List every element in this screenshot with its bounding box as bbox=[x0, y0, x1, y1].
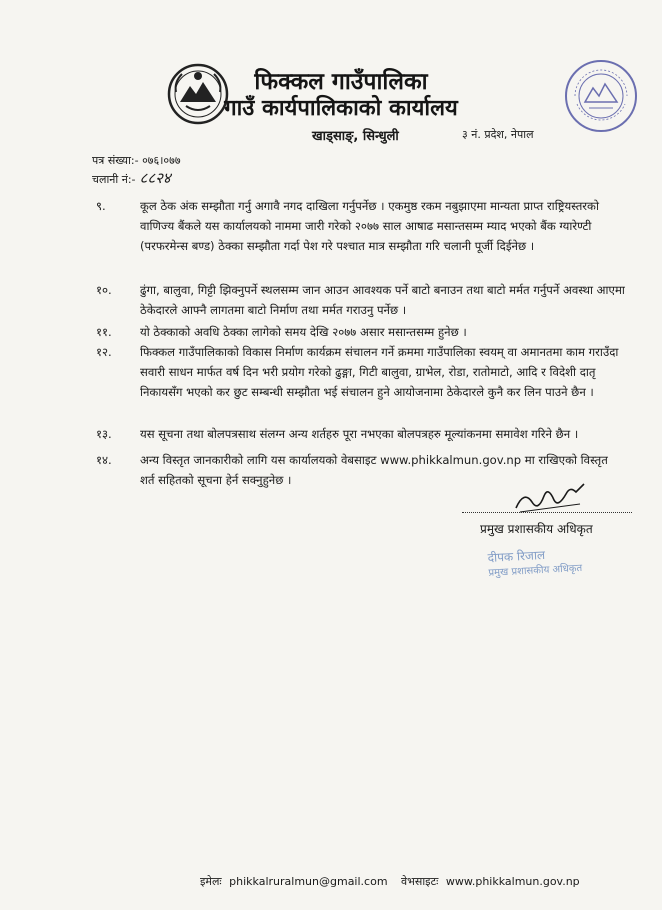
clause-number: १३. bbox=[96, 427, 112, 441]
clause-number: १४. bbox=[96, 453, 112, 467]
clause-text: अन्य विस्तृत जानकारीको लागि यस कार्यालयको वेबसाइट www.phikkalmun.gov.np मा राखिएको विस्तृत शर्त सहितको सूचना हेर्न सक्नुहुनेछ । bbox=[140, 453, 608, 487]
stamp-name: दीपक रिजाल bbox=[487, 547, 546, 565]
clause-number: ९. bbox=[96, 199, 106, 213]
footer-contact bbox=[200, 874, 584, 889]
office-name-line2: गाउँ कार्यपालिकाको कार्यालय bbox=[224, 96, 458, 121]
clause-11 bbox=[96, 322, 626, 342]
chalani-number-row bbox=[92, 168, 171, 188]
signatory-designation: प्रमुख प्रशासकीय अधिकृत bbox=[480, 522, 593, 536]
stamp-title: प्रमुख प्रशासकीय अधिकृत bbox=[488, 563, 583, 579]
email-link[interactable]: phikkalruralmun@gmail.com bbox=[229, 875, 388, 888]
clause-number: ११. bbox=[96, 325, 112, 339]
clause-text: यस सूचना तथा बोलपत्रसाथ संलग्न अन्य शर्तहरु पूरा नभएका बोलपत्रहरु मूल्यांकनमा समावेश गरिने छैन । bbox=[140, 427, 579, 441]
clause-10 bbox=[96, 280, 626, 320]
office-province: ३ नं. प्रदेश, नेपाल bbox=[462, 128, 534, 141]
clause-9 bbox=[96, 196, 626, 256]
clause-text: फिक्कल गाउँपालिकाको विकास निर्माण कार्यक्रम संचालन गर्ने क्रममा गाउँपालिका स्वयम् वा अमानतमा काम गराउँदा सवारी साधन मार्फत वर्ष दिन भरी प्रयोग गरेको ढुङ्गा, गिटी बालुवा, ग्राभेल, रोडा, रातोमाटो, आदि र विदेशी दातृ निकायसँग भएको कर छुट सम्बन्धी सम्झौता भई संचालन हुने आयोजनामा ठेकेदारले कुनै कर लिन पाउने छैन । bbox=[140, 345, 619, 399]
clause-text: यो ठेक्काको अवधि ठेक्का लागेको समय देखि २०७७ असार मसान्तसम्म हुनेछ । bbox=[140, 325, 467, 339]
clause-text: ढुंगा, बालुवा, गिट्टी झिक्नुपर्ने स्थलसम्म जान आउन आवश्यक पर्ने बाटो बनाउन तथा बाटो मर्मत गर्नुपर्ने अवस्था आएमा ठेकेदारले आफ्नै लागतमा बाटो निर्माण तथा मर्मत गराउनु पर्नेछ । bbox=[140, 283, 625, 317]
clause-number: १०. bbox=[96, 283, 112, 297]
website-link[interactable]: www.phikkalmun.gov.np bbox=[445, 875, 580, 888]
chalani-label: चलानी नं:- bbox=[92, 173, 136, 186]
clause-text: कूल ठेक अंक सम्झौता गर्नु अगावै नगद दाखिला गर्नुपर्नेछ । एकमुष्ठ रकम नबुझाएमा मान्यता प्राप्त राष्ट्रियस्तरको वाणिज्य बैंकले यस कार्यालयको नाममा जारी गरेको २०७७ साल आषाढ मसान्तसम्म म्याद भएको बैंक ग्यारेण्टी (परफरमेन्स बण्ड) ठेक्का सम्झौता गर्दा पेश गरे पश्चात मात्र सम्झौता गरि चलानी पूर्जी दिईनेछ । bbox=[140, 199, 599, 253]
municipality-seal-icon bbox=[563, 58, 639, 134]
signature-line bbox=[462, 512, 632, 513]
email-label: इमेलः bbox=[200, 875, 222, 888]
website-label: वेभसाइटः bbox=[401, 875, 439, 888]
patra-sankhya: पत्र संख्या:- ०७६।०७७ bbox=[92, 154, 181, 167]
office-address: खाड्साङ्, सिन्धुली bbox=[312, 129, 399, 144]
office-name-line1: फिक्कल गाउँपालिका bbox=[254, 69, 428, 95]
signatory-stamp bbox=[487, 542, 638, 582]
clause-number: १२. bbox=[96, 345, 112, 359]
clause-13 bbox=[96, 424, 626, 444]
chalani-number: ८८२४ bbox=[139, 169, 171, 187]
clause-12 bbox=[96, 342, 626, 402]
